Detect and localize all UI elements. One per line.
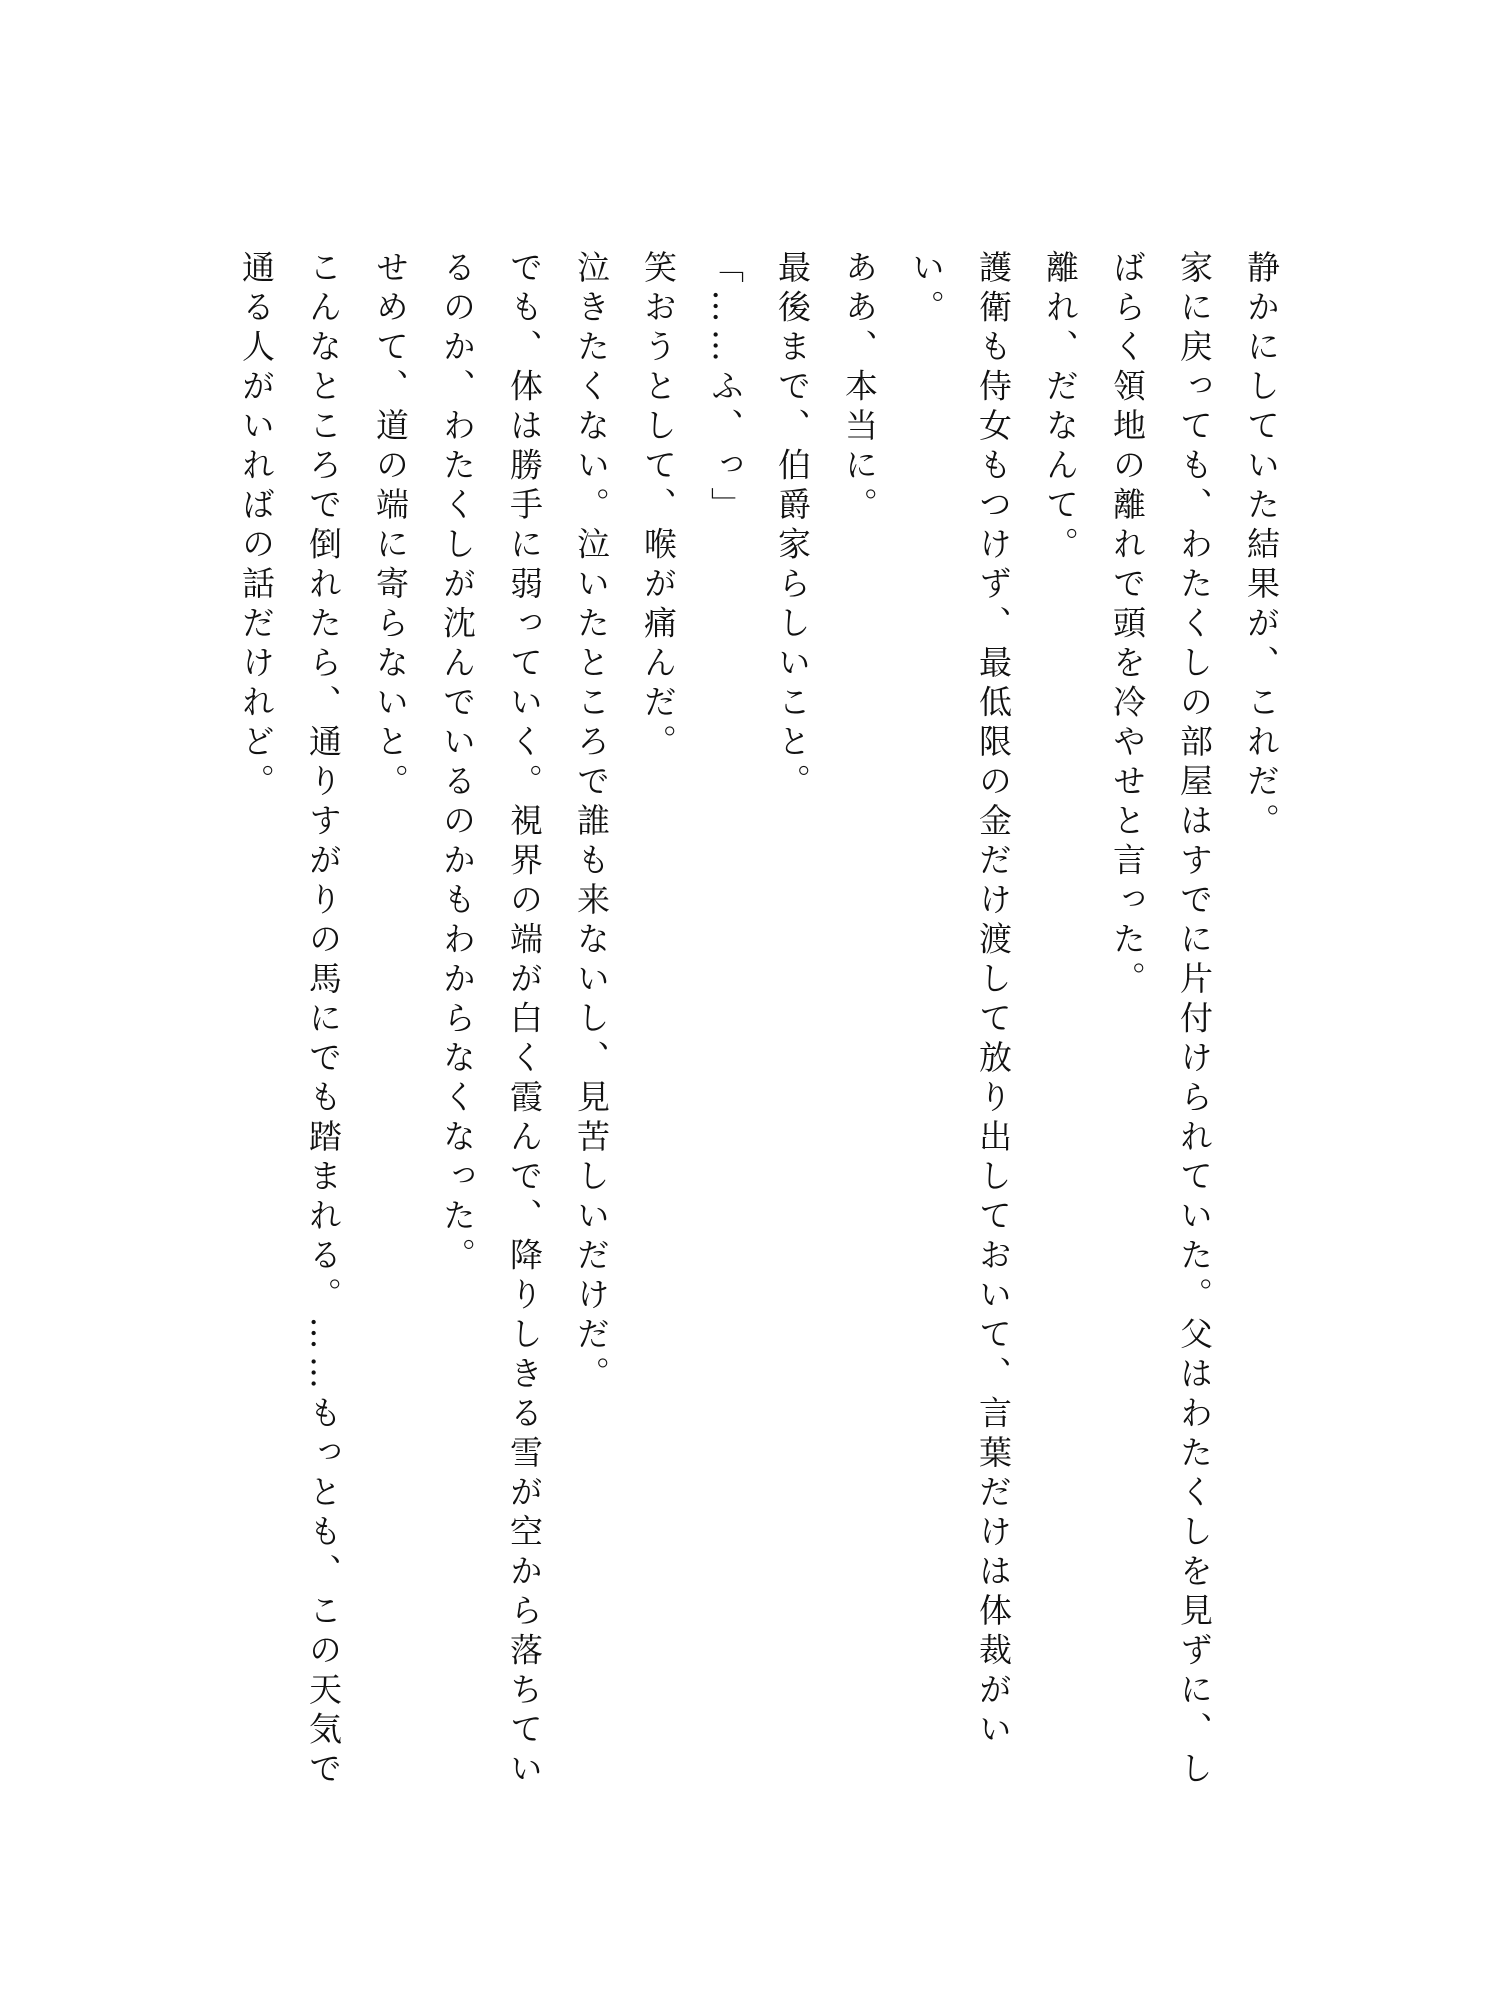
paragraph-1: 静かにしていた結果が、これだ。 (1242, 250, 1281, 843)
paragraph-3: 離れ、だなんて。 (1041, 250, 1080, 566)
paragraph-5: ああ、本当に。 (840, 250, 879, 527)
paragraph-4: 護衛も侍女もつけず、最低限の金だけ渡して放り出しておいて、言葉だけは体裁がいい。 (907, 250, 1013, 1751)
paragraph-12: こんなところで倒れたら、通りすがりの馬にでも踏まれる。……もっとも、この天気で通る人がいればの話だけれど。 (237, 250, 343, 1791)
paragraph-9: 泣きたくない。泣いたところで誰も来ないし、見苦しいだけだ。 (572, 250, 611, 1396)
vertical-text-body (223, 250, 1295, 1810)
paragraph-7: 「……ふ、っ」 (706, 250, 745, 527)
paragraph-8: 笑おうとして、喉が痛んだ。 (639, 250, 678, 764)
paragraph-2: 家に戻っても、わたくしの部屋はすでに片付けられていた。父はわたくしを見ずに、しばらく領地の離れで頭を冷やせと言った。 (1108, 250, 1214, 1791)
paragraph-6: 最後まで、伯爵家らしいこと。 (773, 250, 812, 803)
paragraph-11: せめて、道の端に寄らないと。 (371, 250, 410, 803)
paragraph-10: でも、体は勝手に弱っていく。視界の端が白く霞んで、降りしきる雪が空から落ちているのか、わたくしが沈んでいるのかもわからなくなった。 (438, 250, 544, 1791)
